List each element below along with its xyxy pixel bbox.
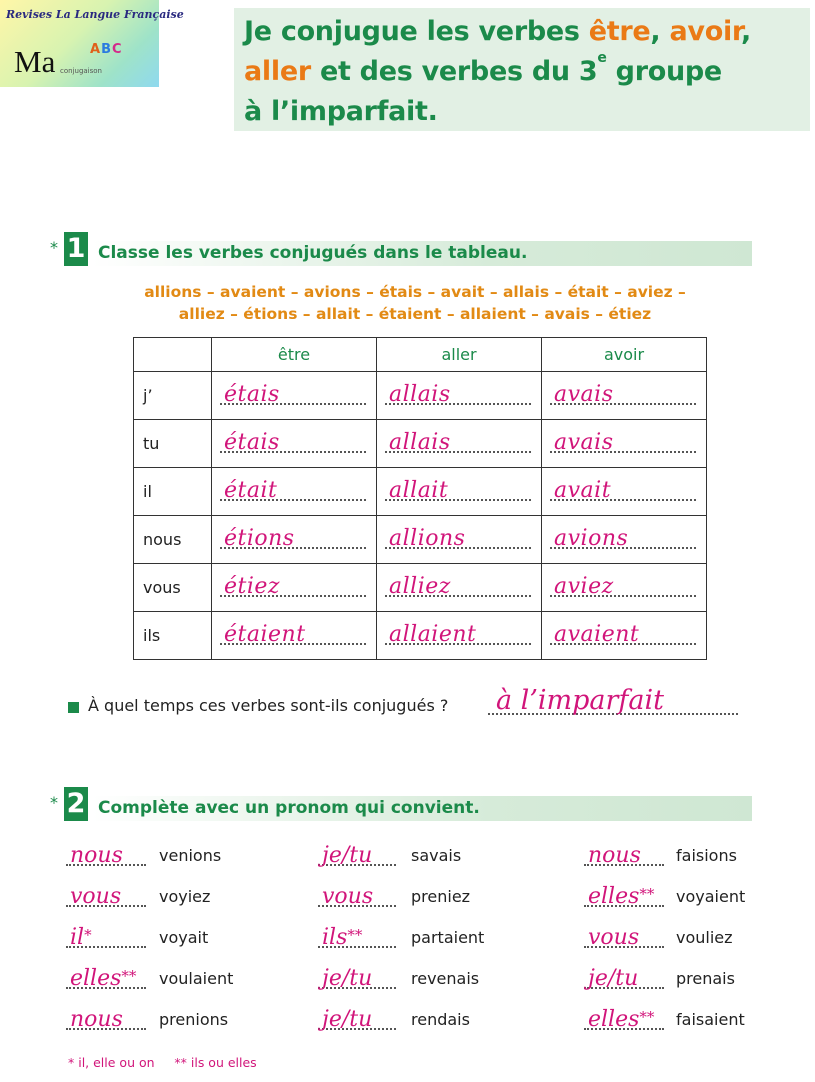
pronoun-cell: il: [134, 468, 212, 516]
handwritten-answer: allais: [389, 430, 451, 455]
handwritten-pronoun: je/tu: [322, 1007, 373, 1032]
verb-form: partaient: [411, 928, 485, 947]
answer-cell-etre[interactable]: [212, 612, 377, 660]
logo: [0, 0, 184, 87]
pronoun-blank[interactable]: [584, 965, 664, 995]
answer-cell-avoir[interactable]: [542, 420, 707, 468]
answer-cell-etre[interactable]: [212, 420, 377, 468]
table-row: [134, 420, 707, 468]
answer-cell-etre[interactable]: [212, 516, 377, 564]
pronoun-cell: j’: [134, 372, 212, 420]
pronoun-cell: nous: [134, 516, 212, 564]
exercise-instruction: Complète avec un pronom qui convient.: [98, 798, 480, 818]
handwritten-answer: étais: [224, 430, 280, 455]
handwritten-answer: étais: [224, 382, 280, 407]
verb-form: savais: [411, 846, 462, 865]
page-title: Je conjugue les verbes être, avoir, aller et des verbes du 3e groupe à l’imparfait.: [244, 16, 751, 127]
handwritten-pronoun: ils**: [322, 925, 363, 950]
pronoun-blank[interactable]: [584, 883, 664, 913]
exercise-instruction: Classe les verbes conjugués dans le tableau.: [98, 243, 528, 263]
pronoun-blank[interactable]: [584, 924, 664, 954]
verb-form: vouliez: [676, 928, 733, 947]
handwritten-answer: avaient: [554, 622, 640, 647]
footnote-mark: **: [639, 885, 655, 903]
footnote: * il, elle ou on ** ils ou elles: [68, 1055, 257, 1070]
conjugation-table: [133, 337, 707, 660]
handwritten-answer: était: [224, 478, 278, 503]
bullet-square: [68, 702, 79, 713]
handwritten-answer: avait: [554, 478, 612, 503]
verb-form: faisaient: [676, 1010, 745, 1029]
verb-form: voyaient: [676, 887, 746, 906]
table-row: [134, 516, 707, 564]
handwritten-pronoun: nous: [70, 843, 123, 868]
verb-list-line-2: alliez – étions – allait – étaient – allaient – avais – étiez: [178, 305, 652, 323]
verb-form: faisions: [676, 846, 737, 865]
pronoun-cell: vous: [134, 564, 212, 612]
handwritten-pronoun: nous: [70, 1007, 123, 1032]
table-row: [134, 372, 707, 420]
answer-cell-avoir[interactable]: [542, 612, 707, 660]
verb-form: preniez: [411, 887, 471, 906]
handwritten-answer: avions: [554, 526, 629, 551]
answer-cell-avoir[interactable]: [542, 564, 707, 612]
verb-form: rendais: [411, 1010, 470, 1029]
handwritten-pronoun: nous: [588, 843, 641, 868]
handwritten-answer: avais: [554, 382, 614, 407]
table-header-row: [134, 338, 707, 372]
pronoun-blank[interactable]: [66, 924, 146, 954]
pronoun-blank[interactable]: [66, 1006, 146, 1036]
verb-form: prenions: [159, 1010, 229, 1029]
handwritten-pronoun: vous: [588, 925, 640, 950]
logo-small-text: conjugaison: [60, 67, 102, 75]
table-row: [134, 468, 707, 516]
pronoun-blank[interactable]: [66, 965, 146, 995]
answer-cell-aller[interactable]: [377, 564, 542, 612]
exercise-number: 1: [64, 232, 88, 266]
answer-cell-aller[interactable]: [377, 516, 542, 564]
answer-cell-avoir[interactable]: [542, 516, 707, 564]
handwritten-pronoun: vous: [70, 884, 122, 909]
verb-form: venions: [159, 846, 222, 865]
handwritten-pronoun: elles**: [588, 884, 655, 909]
handwritten-answer: étiez: [224, 574, 281, 599]
answer-cell-avoir[interactable]: [542, 372, 707, 420]
pronoun-blank[interactable]: [584, 842, 664, 872]
page-title-box: [234, 8, 810, 131]
handwritten-pronoun: elles**: [70, 966, 137, 991]
answer-cell-aller[interactable]: [377, 468, 542, 516]
pronoun-blank[interactable]: [318, 883, 396, 913]
exercise-number: 2: [64, 787, 88, 821]
logo-brand: Revises La Langue Française: [6, 8, 184, 21]
table-row: [134, 612, 707, 660]
footnote-mark: **: [639, 1008, 655, 1026]
table-corner: [134, 338, 212, 372]
question-answer[interactable]: à l’imparfait: [496, 685, 664, 716]
handwritten-answer: allaient: [389, 622, 477, 647]
handwritten-answer: avais: [554, 430, 614, 455]
logo-abc: ABC: [90, 42, 123, 57]
footnote-mark: **: [347, 926, 363, 944]
handwritten-answer: allait: [389, 478, 449, 503]
pronoun-blank[interactable]: [318, 842, 396, 872]
handwritten-pronoun: il*: [70, 925, 92, 950]
pronoun-blank[interactable]: [66, 883, 146, 913]
answer-cell-etre[interactable]: [212, 372, 377, 420]
footnote-mark: *: [84, 926, 92, 944]
handwritten-pronoun: je/tu: [322, 843, 373, 868]
answer-cell-aller[interactable]: [377, 372, 542, 420]
verb-form: prenais: [676, 969, 735, 988]
pronoun-cell: tu: [134, 420, 212, 468]
table-row: [134, 564, 707, 612]
pronoun-cell: ils: [134, 612, 212, 660]
answer-cell-aller[interactable]: [377, 420, 542, 468]
pronoun-blank[interactable]: [584, 1006, 664, 1036]
handwritten-answer: allions: [389, 526, 466, 551]
header-aller: aller: [377, 338, 542, 372]
exercise-1-header: [50, 233, 765, 267]
answer-cell-etre[interactable]: [212, 564, 377, 612]
verb-list-line-1: allions – avaient – avions – étais – avait – allais – était – aviez –: [144, 283, 686, 301]
exercise-2-header: [50, 788, 765, 822]
verb-form: voyait: [159, 928, 209, 947]
logo-ma: Ma: [14, 44, 56, 79]
footnote-mark: **: [121, 967, 137, 985]
answer-cell-avoir[interactable]: [542, 468, 707, 516]
handwritten-answer: allais: [389, 382, 451, 407]
handwritten-pronoun: elles**: [588, 1007, 655, 1032]
pronoun-blank[interactable]: [66, 842, 146, 872]
difficulty-star: *: [50, 793, 58, 812]
question-text: À quel temps ces verbes sont-ils conjugués ?: [88, 696, 449, 715]
difficulty-star: *: [50, 238, 58, 257]
handwritten-answer: aviez: [554, 574, 614, 599]
handwritten-answer: alliez: [389, 574, 451, 599]
answer-cell-aller[interactable]: [377, 612, 542, 660]
header-avoir: avoir: [542, 338, 707, 372]
handwritten-answer: étions: [224, 526, 295, 551]
answer-cell-etre[interactable]: [212, 468, 377, 516]
handwritten-pronoun: vous: [322, 884, 374, 909]
handwritten-pronoun: je/tu: [588, 966, 639, 991]
verb-form: voulaient: [159, 969, 234, 988]
verb-form: revenais: [411, 969, 480, 988]
handwritten-answer: étaient: [224, 622, 306, 647]
pronoun-blank[interactable]: [318, 1006, 396, 1036]
header-etre: être: [212, 338, 377, 372]
handwritten-pronoun: je/tu: [322, 966, 373, 991]
pronoun-blank[interactable]: [318, 924, 396, 954]
pronoun-blank[interactable]: [318, 965, 396, 995]
verb-form: voyiez: [159, 887, 211, 906]
